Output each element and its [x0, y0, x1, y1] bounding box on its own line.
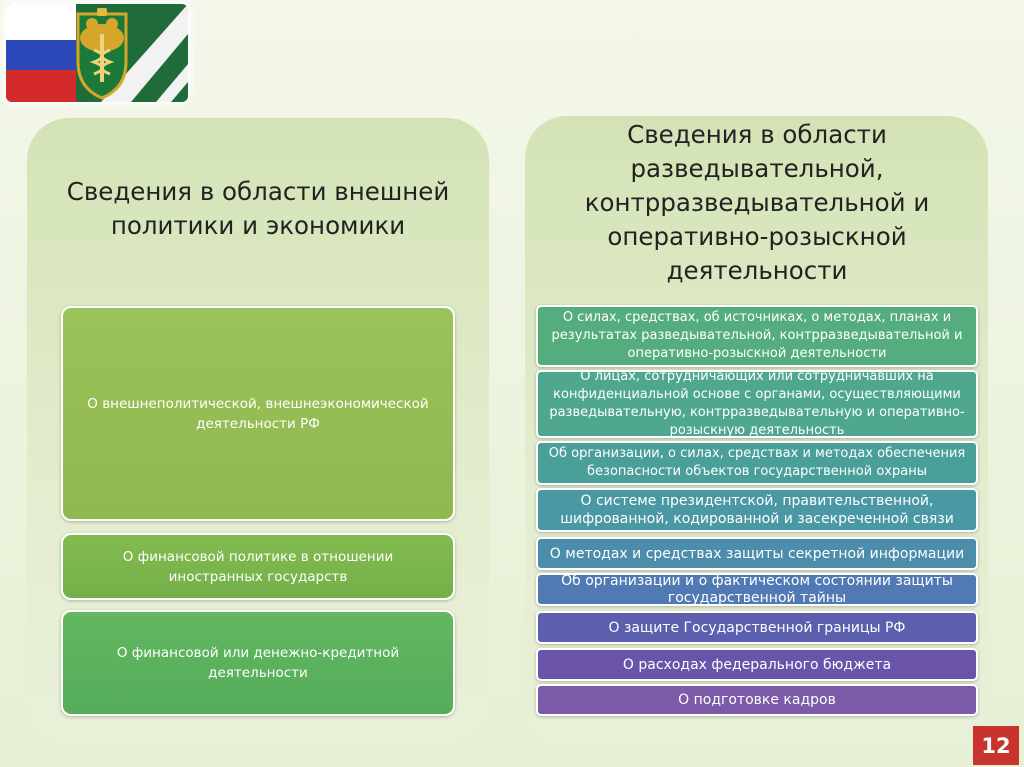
right-item-confidential-persons: [536, 370, 978, 438]
right-item-label: О подготовке кадров: [678, 692, 836, 708]
right-item-border-protection: [536, 611, 978, 644]
left-item-monetary-activity: [61, 610, 455, 716]
page-number-badge: 12: [973, 726, 1019, 765]
right-item-communications: [536, 488, 978, 532]
left-panel-title: Сведения в области внешней политики и экономики: [66, 177, 450, 240]
right-item-information-protection: [536, 537, 978, 570]
right-panel-title: Сведения в области разведывательной, контрразведывательной и оперативно-розыскной деятельности: [584, 120, 930, 285]
customs-emblem-logo: [6, 4, 188, 102]
left-item-label: О внешнеполитической, внешнеэкономической деятельности РФ: [87, 395, 429, 432]
left-item-foreign-policy: [61, 306, 455, 521]
right-item-personnel-training: [536, 684, 978, 716]
right-item-state-protection: [536, 441, 978, 485]
right-item-label: О защите Государственной границы РФ: [608, 619, 906, 636]
right-item-label: О расходах федерального бюджета: [622, 656, 892, 673]
right-item-label: О силах, средствах, об источниках, о методах, планах и результатах разведывательной, контрразведывательной и оперативно-розыскной деятельности: [551, 310, 963, 361]
right-item-intelligence-forces: [536, 305, 978, 367]
left-item-label: О финансовой политике в отношении иностранных государств: [122, 548, 394, 585]
right-item-federal-budget: [536, 648, 978, 681]
right-item-label: О методах и средствах защиты секретной информации: [549, 545, 965, 562]
left-item-label: О финансовой или денежно-кредитной деятельности: [116, 645, 400, 681]
right-item-label: Об организации, о силах, средствах и методах обеспечения безопасности объектов государственной охраны: [548, 446, 966, 479]
right-item-state-secret-protection: [536, 573, 978, 606]
right-item-label: О лицах, сотрудничающих или сотрудничавших на конфиденциальной основе с органами, осуществляющими разведывательную, контрразведывательную и оперативно-розыскную деятельность: [549, 369, 965, 438]
left-item-financial-policy: [61, 533, 455, 600]
emblem-graphic: [6, 4, 188, 102]
right-item-label: Об организации и о фактическом состоянии защиты государственной тайны: [561, 572, 953, 606]
right-item-label: О системе президентской, правительственной, шифрованной, кодированной и засекреченной связи: [560, 493, 954, 527]
